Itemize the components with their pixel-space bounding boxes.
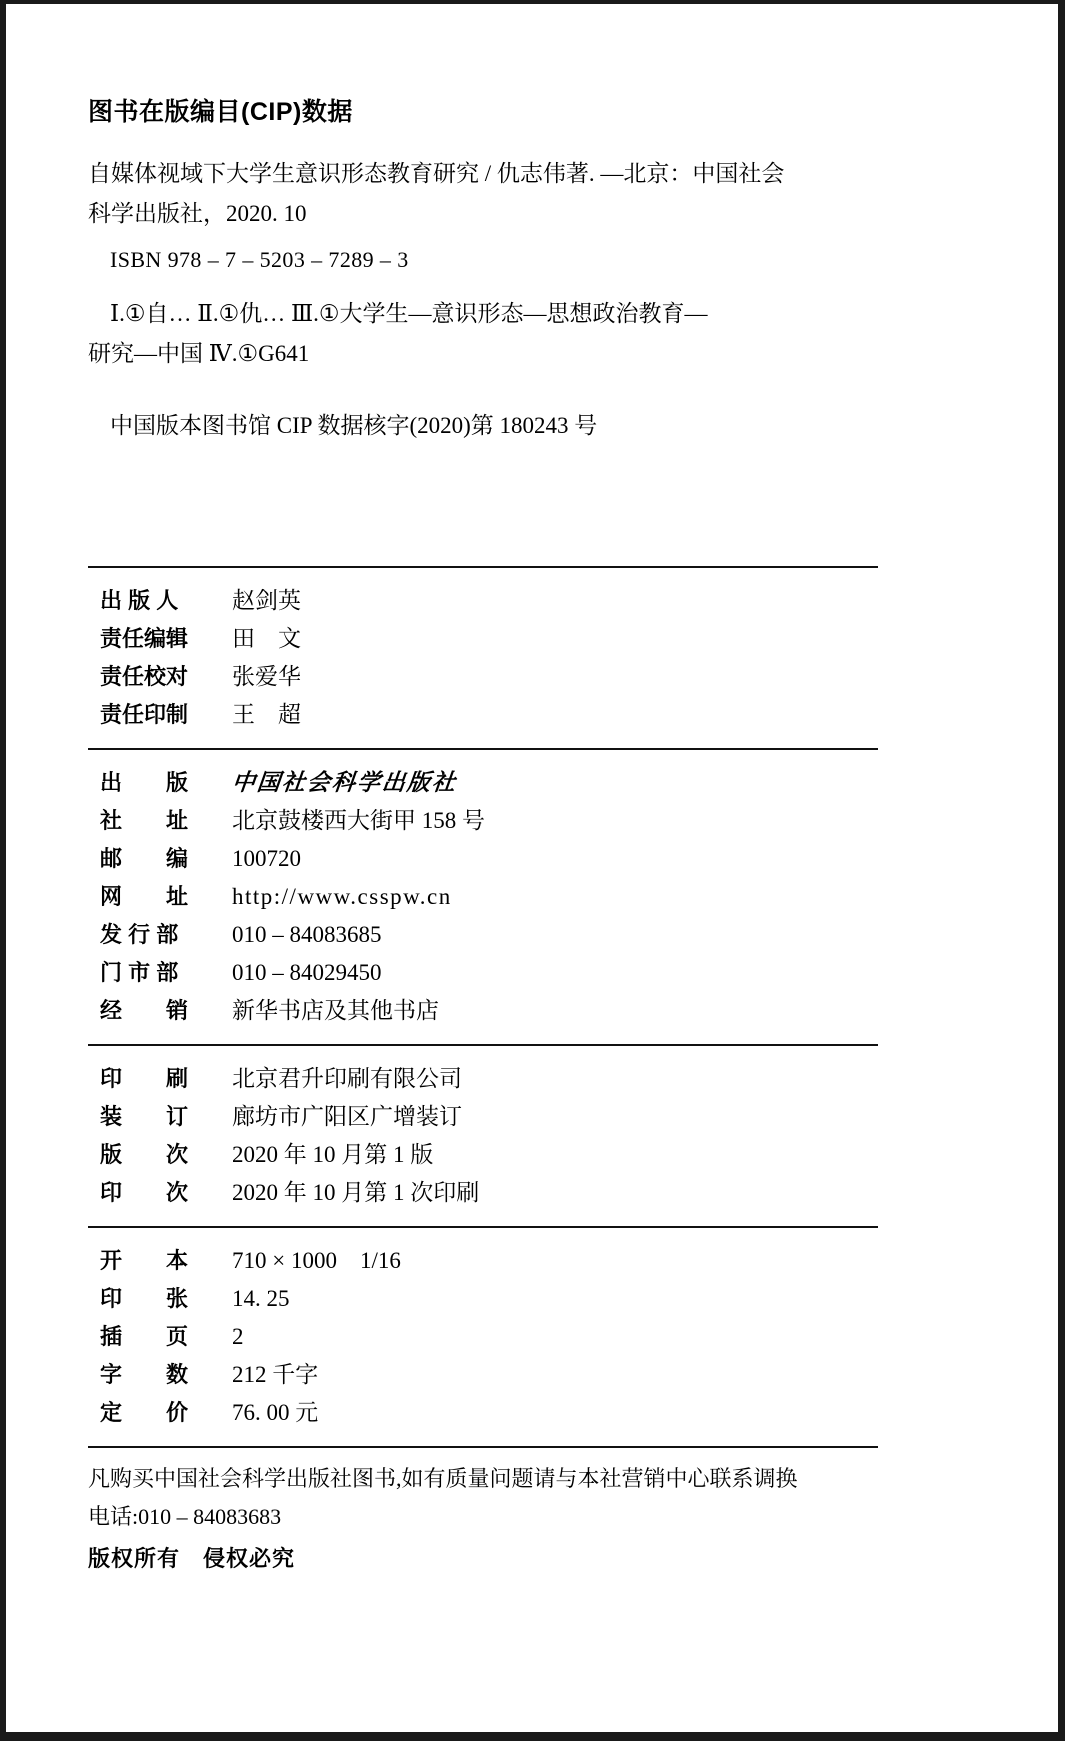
staff-row bbox=[88, 582, 878, 620]
specs-row bbox=[88, 1318, 878, 1356]
specs-value: 2 bbox=[232, 1324, 244, 1349]
specs-row bbox=[88, 1356, 878, 1394]
specs-row bbox=[88, 1280, 878, 1318]
staff-section bbox=[88, 568, 878, 748]
cip-title-line-2: 科学出版社，2020. 10 bbox=[88, 201, 307, 226]
specs-value: 212 千字 bbox=[232, 1362, 319, 1387]
specs-value: 14. 25 bbox=[232, 1286, 290, 1311]
staff-value: 张爱华 bbox=[232, 664, 301, 689]
printing-row bbox=[88, 1098, 878, 1136]
footer-exchange-notice: 凡购买中国社会科学出版社图书,如有质量问题请与本社营销中心联系调换 bbox=[88, 1466, 798, 1491]
page-border-bottom bbox=[0, 1732, 1065, 1741]
specs-label: 印 张 bbox=[100, 1286, 189, 1311]
cip-classification-line-2: 研究—中国 Ⅳ.①G641 bbox=[88, 341, 310, 366]
specs-label: 定 价 bbox=[100, 1400, 189, 1425]
publisher-website[interactable]: http://www.csspw.cn bbox=[232, 884, 452, 909]
page-border-left bbox=[0, 0, 6, 1741]
publisher-distribution-phone: 010 – 84083685 bbox=[232, 922, 382, 947]
publisher-label: 发 行 部 bbox=[100, 922, 179, 947]
footer-copyright: 版权所有 侵权必究 bbox=[88, 1546, 296, 1571]
cip-classification bbox=[88, 294, 888, 374]
specs-label: 字 数 bbox=[100, 1362, 189, 1387]
publisher-address: 北京鼓楼西大街甲 158 号 bbox=[232, 808, 485, 833]
printing-label: 版 次 bbox=[100, 1142, 189, 1167]
page-content bbox=[88, 92, 888, 1578]
publisher-row bbox=[88, 878, 878, 916]
footer-notice bbox=[88, 1448, 878, 1578]
footer-phone: 电话:010 – 84083683 bbox=[88, 1504, 282, 1529]
printing-label: 印 刷 bbox=[100, 1066, 189, 1091]
publisher-logo-text: 中国社会科学出版社 bbox=[230, 770, 459, 795]
printing-row bbox=[88, 1060, 878, 1098]
publisher-label: 经 销 bbox=[100, 998, 189, 1023]
specs-label: 开 本 bbox=[100, 1248, 189, 1273]
staff-value: 赵剑英 bbox=[232, 588, 301, 613]
printing-row bbox=[88, 1174, 878, 1212]
publisher-store-phone: 010 – 84029450 bbox=[232, 960, 382, 985]
publisher-row bbox=[88, 916, 878, 954]
printing-value: 北京君升印刷有限公司 bbox=[232, 1066, 462, 1091]
specs-row bbox=[88, 1394, 878, 1432]
page-border-top bbox=[0, 0, 1065, 4]
publisher-label: 出 版 bbox=[100, 770, 189, 795]
specs-value: 710 × 1000 1/16 bbox=[232, 1248, 401, 1273]
staff-label: 责任编辑 bbox=[100, 626, 189, 651]
staff-label: 出 版 人 bbox=[100, 588, 179, 613]
specs-label: 插 页 bbox=[100, 1324, 189, 1349]
cip-classification-line-1: Ⅰ.①自… Ⅱ.①仇… Ⅲ.①大学生—意识形态—思想政治教育— bbox=[110, 301, 708, 326]
publisher-row bbox=[88, 764, 878, 802]
publisher-row bbox=[88, 802, 878, 840]
publisher-row bbox=[88, 840, 878, 878]
staff-row bbox=[88, 620, 878, 658]
publisher-label: 邮 编 bbox=[100, 846, 189, 871]
publisher-label: 社 址 bbox=[100, 808, 189, 833]
cip-title-line-1: 自媒体视域下大学生意识形态教育研究 / 仇志伟著. —北京：中国社会 bbox=[88, 161, 785, 186]
printing-value: 2020 年 10 月第 1 版 bbox=[232, 1142, 434, 1167]
staff-label: 责任印制 bbox=[100, 702, 189, 727]
specs-value: 76. 00 元 bbox=[232, 1400, 319, 1425]
staff-value: 田 文 bbox=[232, 626, 301, 651]
printing-section bbox=[88, 1046, 878, 1226]
staff-row bbox=[88, 696, 878, 734]
staff-row bbox=[88, 658, 878, 696]
printing-value: 2020 年 10 月第 1 次印刷 bbox=[232, 1180, 480, 1205]
cip-core-number: 中国版本图书馆 CIP 数据核字(2020)第 180243 号 bbox=[110, 413, 598, 438]
cip-title-paragraph bbox=[88, 154, 888, 234]
cip-entry bbox=[88, 154, 888, 446]
printing-label: 装 订 bbox=[100, 1104, 189, 1129]
specs-section bbox=[88, 1228, 878, 1446]
publisher-sales-channel: 新华书店及其他书店 bbox=[232, 998, 439, 1023]
publisher-row bbox=[88, 992, 878, 1030]
publisher-label: 门 市 部 bbox=[100, 960, 179, 985]
spacer bbox=[88, 446, 888, 566]
printing-label: 印 次 bbox=[100, 1180, 189, 1205]
printing-value: 廊坊市广阳区广增装订 bbox=[232, 1104, 462, 1129]
publisher-label: 网 址 bbox=[100, 884, 189, 909]
staff-value: 王 超 bbox=[232, 702, 301, 727]
publisher-section bbox=[88, 750, 878, 1044]
specs-row bbox=[88, 1242, 878, 1280]
cip-heading: 图书在版编目(CIP)数据 bbox=[88, 98, 353, 126]
page-border-right bbox=[1058, 0, 1065, 1741]
publisher-postcode: 100720 bbox=[232, 846, 301, 871]
publisher-row bbox=[88, 954, 878, 992]
staff-label: 责任校对 bbox=[100, 664, 189, 689]
cip-isbn: ISBN 978 – 7 – 5203 – 7289 – 3 bbox=[110, 247, 409, 272]
printing-row bbox=[88, 1136, 878, 1174]
